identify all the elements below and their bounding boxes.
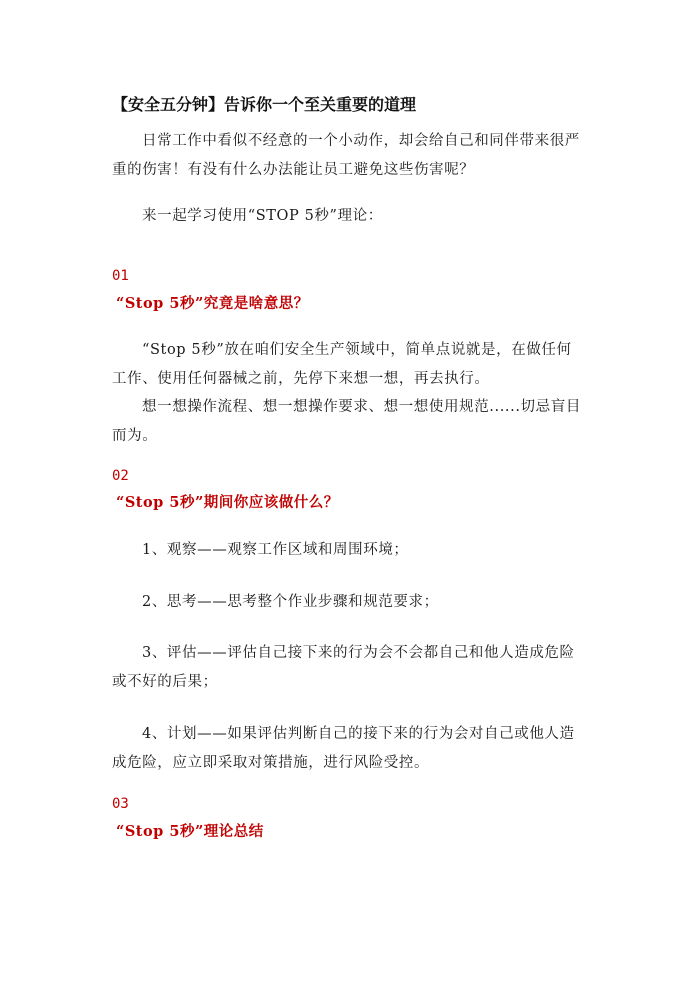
section-1-heading: “Stop 5秒”究竟是啥意思？: [116, 295, 309, 312]
section-2-item-3: 3、评估——评估自己接下来的行为会不会都自己和他人造成危险或不好的后果；: [112, 645, 575, 690]
section-2-number: 02: [112, 468, 129, 484]
section-1-paragraph-1: “Stop 5秒”放在咱们安全生产领域中，简单点说就是，在做任何工作、使用任何器械之前，先停下来想一想，再去执行。: [112, 342, 572, 387]
section-1-paragraph-2: 想一想操作流程、想一想操作要求、想一想使用规范......切忌盲目而为。: [112, 399, 581, 444]
section-2-item-2: 2、思考——思考整个作业步骤和规范要求；: [142, 594, 439, 610]
section-2-item-1: 1、观察——观察工作区域和周围环境；: [142, 542, 409, 558]
section-2-heading: “Stop 5秒”期间你应该做什么？: [116, 494, 339, 511]
section-2-item-4: 4、计划——如果评估判断自己的接下来的行为会对自己或他人造成危险，应立即采取对策措施，进行风险受控。: [112, 726, 575, 771]
section-1-number: 01: [112, 268, 129, 284]
intro-paragraph-2: 来一起学习使用“STOP 5秒”理论：: [142, 208, 383, 224]
intro-paragraph-1: 日常工作中看似不经意的一个小动作，却会给自己和同伴带来很严重的伤害！有没有什么办法能让员工避免这些伤害呢？: [112, 133, 580, 178]
article-title: 【安全五分钟】告诉你一个至关重要的道理: [112, 95, 417, 114]
section-3-number: 03: [112, 796, 129, 812]
section-3-heading: “Stop 5秒”理论总结: [116, 823, 264, 840]
